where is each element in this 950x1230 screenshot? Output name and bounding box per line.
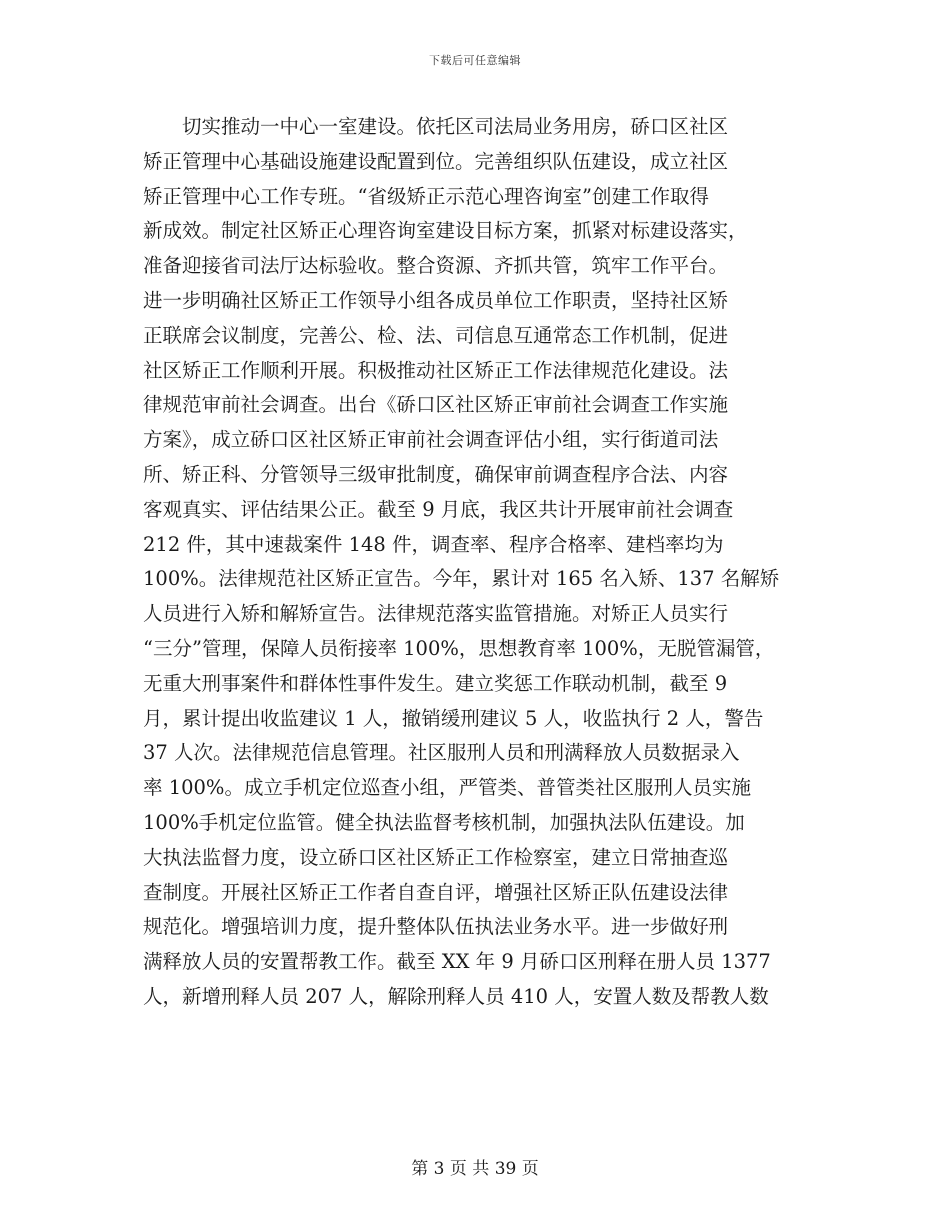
text-line: 查制度。开展社区矫正工作者自查自评，增强社区矫正队伍建设法律 <box>143 880 729 904</box>
text-line: 人，新增刑释人员 207 人，解除刑释人员 410 人，安置人数及帮教人数 <box>143 984 769 1008</box>
text-line: 切实推动一中心一室建设。依托区司法局业务用房，硚口区社区 <box>143 115 729 138</box>
text-line: 正联席会议制度，完善公、检、法、司信息互通常态工作机制，促进 <box>143 323 729 347</box>
text-line: 客观真实、评估结果公正。截至 9 月底，我区共计开展审前社会调查 <box>143 497 734 521</box>
text-line: “三分”管理，保障人员衔接率 100%，思想教育率 100%，无脱管漏管， <box>143 636 775 660</box>
text-line: 37 人次。法律规范信息管理。社区服刑人员和刑满释放人员数据录入 <box>143 741 740 765</box>
text-line: 212 件，其中速裁案件 148 件，调查率、程序合格率、建档率均为 <box>143 532 724 556</box>
text-line: 满释放人员的安置帮教工作。截至 XX 年 9 月硚口区刑释在册人员 1377 <box>143 950 771 974</box>
text-line: 方案》，成立硚口区社区矫正审前社会调查评估小组，实行街道司法 <box>143 428 719 452</box>
body-paragraph <box>143 110 813 1015</box>
text-line: 所、矫正科、分管领导三级审批制度，确保审前调查程序合法、内容 <box>143 462 729 486</box>
text-line: 人员进行入矫和解矫宣告。法律规范落实监管措施。对矫正人员实行 <box>143 602 729 626</box>
text-line: 社区矫正工作顺利开展。积极推动社区矫正工作法律规范化建设。法 <box>143 358 729 382</box>
text-line: 100%手机定位监管。健全执法监督考核机制，加强执法队伍建设。加 <box>143 810 745 834</box>
page-number: 第 3 页 共 39 页 <box>411 1159 539 1179</box>
text-line: 进一步明确社区矫正工作领导小组各成员单位工作职责，坚持社区矫 <box>143 288 729 312</box>
text-line: 新成效。制定社区矫正心理咨询室建设目标方案，抓紧对标建设落实， <box>143 219 748 243</box>
header-note: 下载后可任意编辑 <box>429 54 521 67</box>
text-line: 大执法监督力度，设立硚口区社区矫正工作检察室，建立日常抽查巡 <box>143 845 729 869</box>
text-line: 矫正管理中心工作专班。“省级矫正示范心理咨询室”创建工作取得 <box>143 184 709 208</box>
text-line: 律规范审前社会调查。出台《硚口区社区矫正审前社会调查工作实施 <box>143 393 729 417</box>
text-line: 规范化。增强培训力度，提升整体队伍执法业务水平。进一步做好刑 <box>143 915 729 939</box>
text-line: 准备迎接省司法厅达标验收。整合资源、齐抓共管，筑牢工作平台。 <box>143 254 729 278</box>
text-line: 矫正管理中心基础设施建设配置到位。完善组织队伍建设，成立社区 <box>143 149 729 173</box>
text-line: 100%。法律规范社区矫正宣告。今年，累计对 165 名入矫、137 名解矫 <box>143 567 780 591</box>
text-line: 无重大刑事案件和群体性事件发生。建立奖惩工作联动机制，截至 9 <box>143 671 728 695</box>
text-line: 率 100%。成立手机定位巡查小组，严管类、普管类社区服刑人员实施 <box>143 776 751 800</box>
text-line: 月，累计提出收监建议 1 人，撤销缓刑建议 5 人，收监执行 2 人，警告 <box>143 706 764 730</box>
